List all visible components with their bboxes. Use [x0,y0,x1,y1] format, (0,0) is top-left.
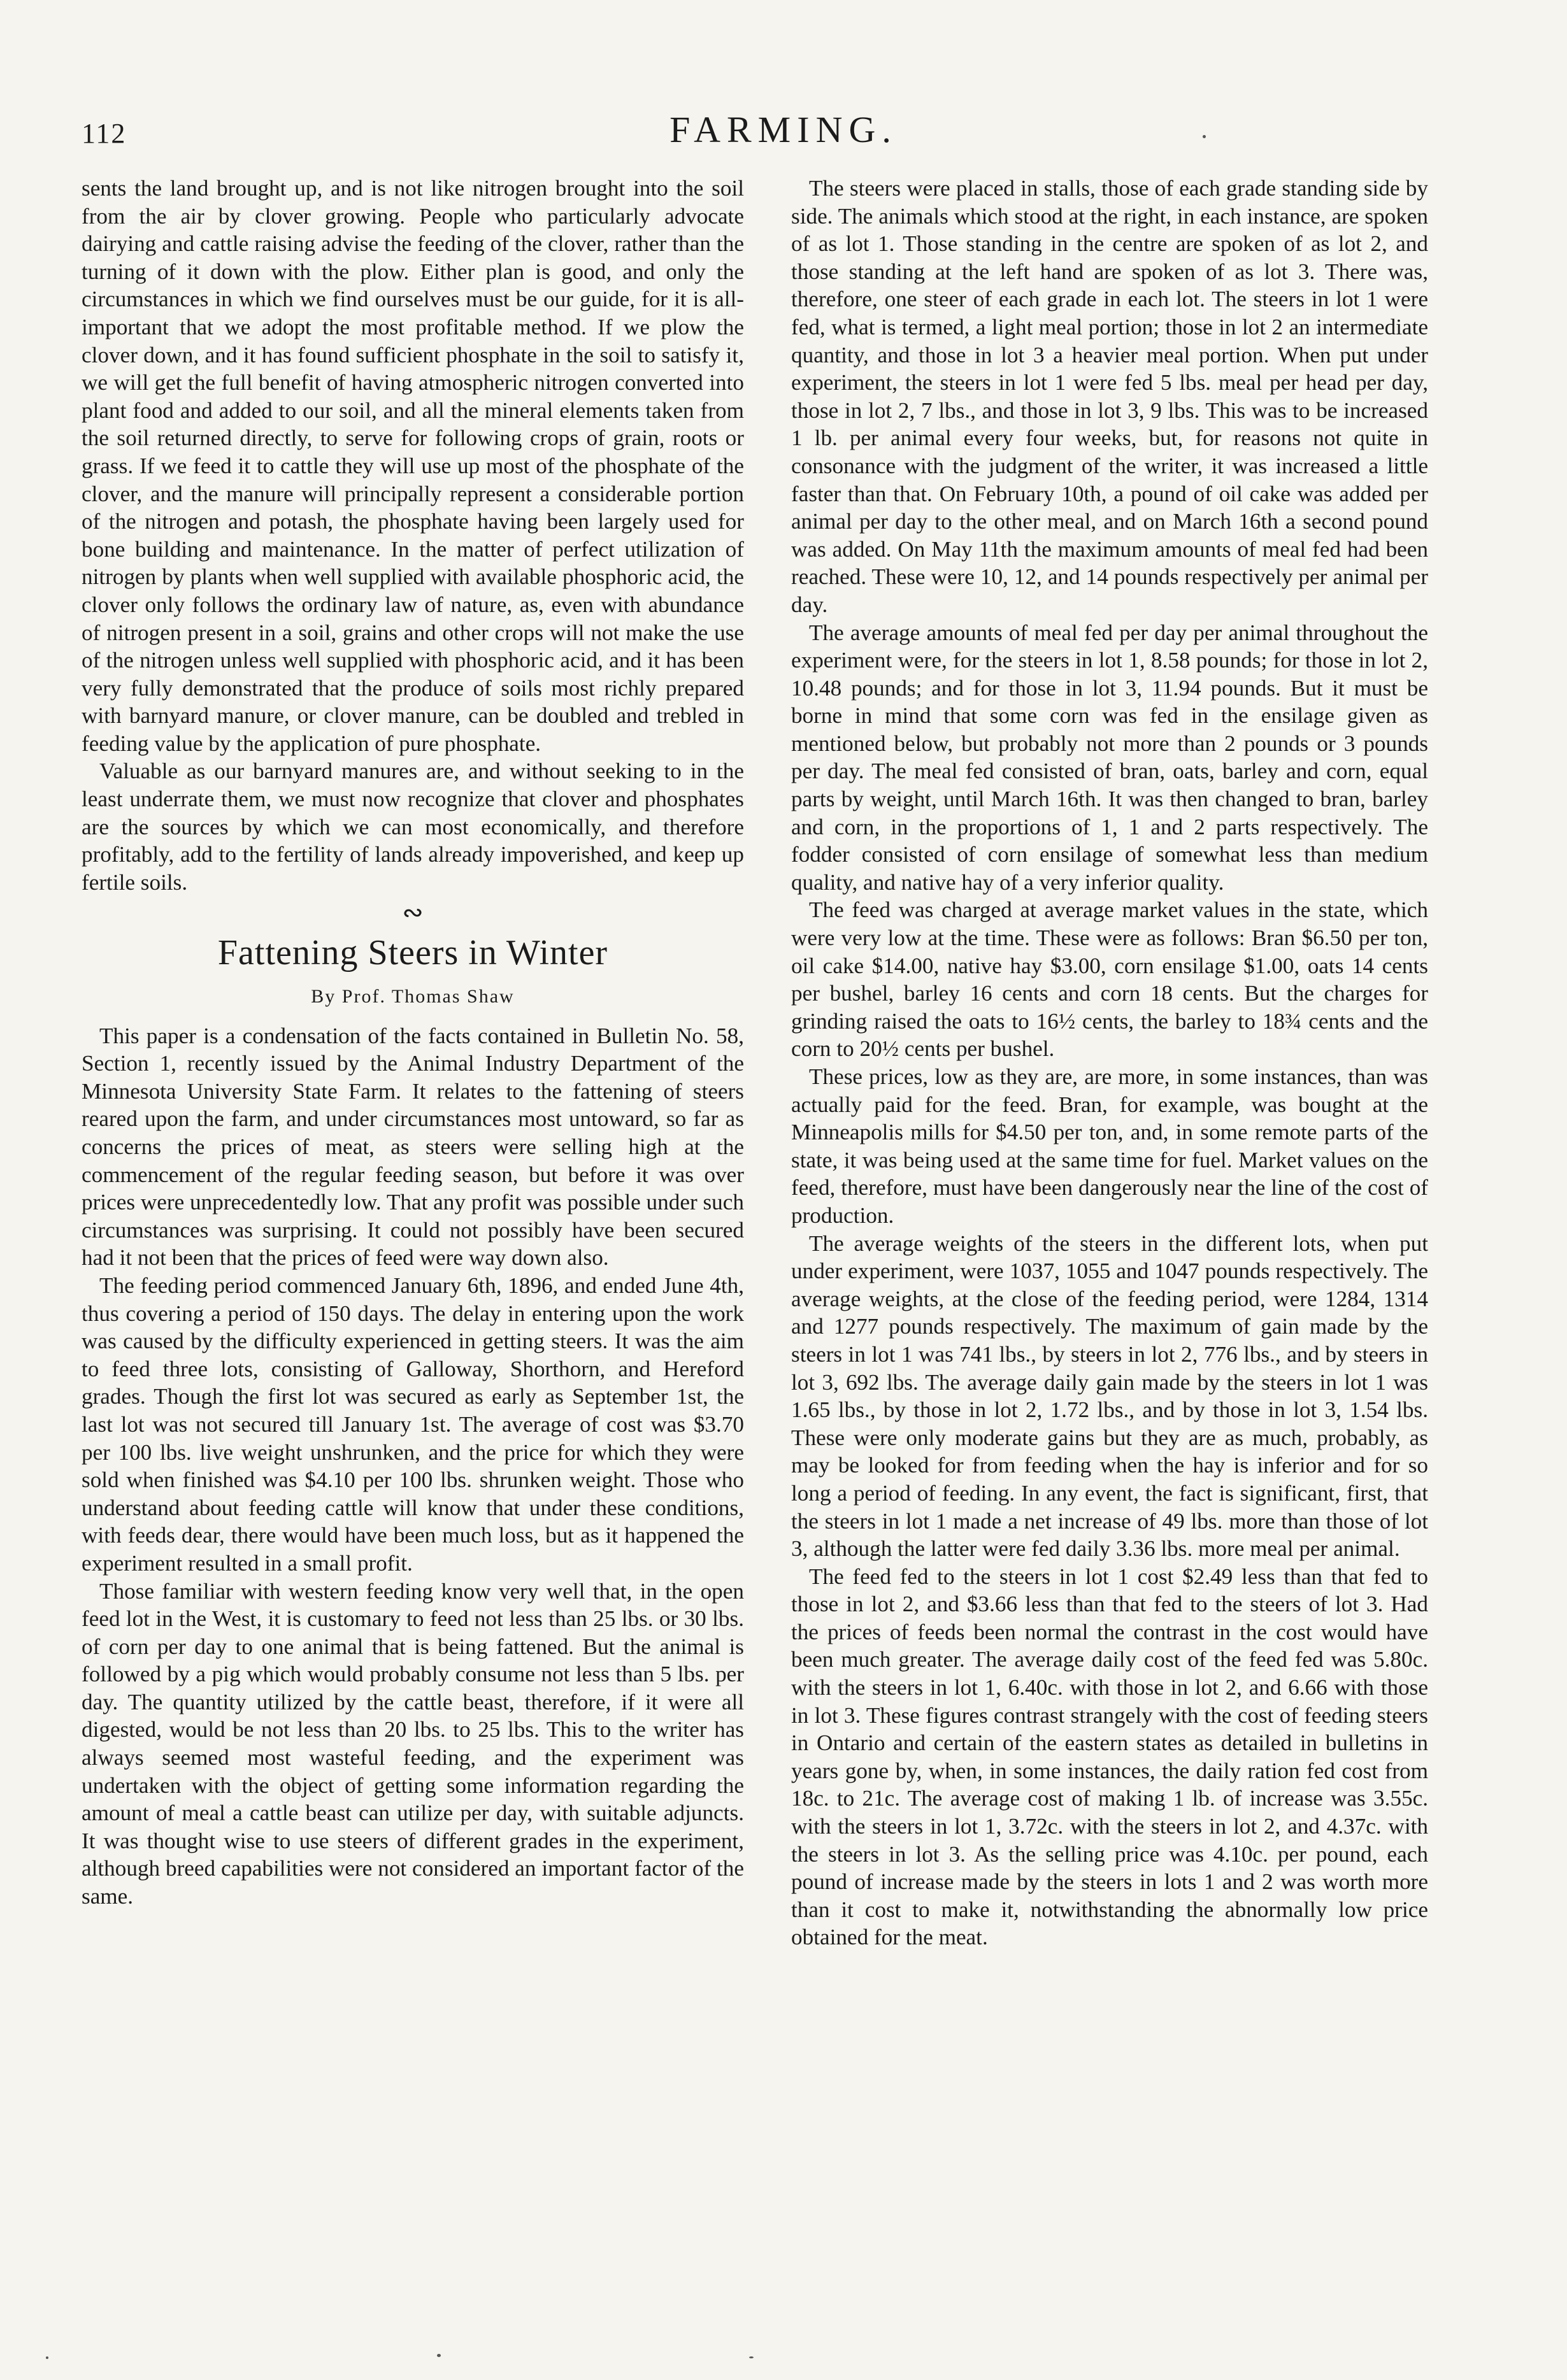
running-head: FARMING. [669,109,898,150]
ink-speck [1203,135,1206,138]
article-paragraph: These prices, low as they are, are more, in some instances, than was actually paid for the feed. Bran, for example, was bought at the Minneapolis mills for $4.50 per ton, and, in some remote parts of the state, it was being used at the same time for fuel. Market values on the feed, therefore, must have been dangerously near the line of the cost of production. [791,1064,1428,1228]
section-ornament: ∾ [402,898,424,927]
article-byline: By Prof. Thomas Shaw [311,986,515,1008]
page-number: 112 [82,118,127,149]
ink-speck [437,2354,441,2357]
left-column [82,175,744,1911]
ink-speck [749,2356,754,2358]
article-paragraph: This paper is a condensation of the facts contained in Bulletin No. 58, Section 1, recently issued by the Animal Industry Department of the Minnesota University State Farm. It relates to the fattening of steers reared upon the farm, and under circumstances most untoward, so far as concerns the prices of meat, as steers were selling high at the commencement of the regular feeding season, but before it was over prices were unprecedentedly low. That any profit was possible under such circumstances was surprising. It could not possibly have been secured had it not been that the prices of feed were way down also. [82,1023,744,1271]
article-paragraph: The feeding period commenced January 6th, 1896, and ended June 4th, thus covering a period of 150 days. The delay in entering upon the work was caused by the difficulty experienced in getting steers. It was the aim to feed three lots, consisting of Galloway, Shorthorn, and Hereford grades. Though the first lot was secured as early as September 1st, the last lot was not secured till January 1st. The average of cost was $3.70 per 100 lbs. live weight unshrunken, and the price for which they were sold when finished was $4.10 per 100 lbs. shrunken weight. Those who understand about feeding cattle will know that under these conditions, with feeds dear, there would have been much loss, but as it happened the experiment resulted in a small profit. [82,1272,744,1576]
article-paragraph: The average amounts of meal fed per day per animal throughout the experiment were, for the steers in lot 1, 8.58 pounds; for those in lot 2, 10.48 pounds; and for those in lot 3, 11.94 pounds. But it must be borne in mind that some corn was fed in the ensilage given as mentioned below, but probably not more than 2 pounds or 3 pounds per day. The meal fed consisted of bran, oats, barley and corn, equal parts by weight, until March 16th. It was then changed to bran, barley and corn, in the proportions of 1, 1 and 2 parts respectively. The fodder consisted of corn ensilage of somewhat less than medium quality, and native hay of a very inferior quality. [791,620,1428,895]
article-paragraph: The average weights of the steers in the different lots, when put under experiment, were 1037, 1055 and 1047 pounds respectively. The average weights, at the close of the feeding period, were 1284, 1314 and 1277 pounds respectively. The maximum of gain made by the steers in lot 1 was 741 lbs., by steers in lot 2, 776 lbs., and by steers in lot 3, 692 lbs. The average daily gain made by the steers in lot 1 was 1.65 lbs., by those in lot 2, 1.72 lbs., and by those in lot 3, 1.54 lbs. These were only moderate gains but they are as much, probably, as may be looked for from feeding when the hay is inferior and for so long a period of feeding. In any event, the fact is significant, first, that the steers in lot 1 made a net increase of 49 lbs. more than those of lot 3, although the latter were fed daily 3.36 lbs. more meal per animal. [791,1230,1428,1562]
article-paragraph: The steers were placed in stalls, those of each grade standing side by side. The animals which stood at the right, in each instance, are spoken of as lot 1. Those standing in the centre are spoken of as lot 2, and those standing at the left hand are spoken of as lot 3. There was, therefore, one steer of each grade in each lot. The steers in lot 1 were fed, what is termed, a light meal portion; those in lot 2 an intermediate quantity, and those in lot 3 a heavier meal portion. When put under experiment, the steers in lot 1 were fed 5 lbs. meal per head per day, those in lot 2, 7 lbs., and those in lot 3, 9 lbs. This was to be increased 1 lb. per animal every four weeks, but, for reasons not quite in consonance with the judgment of the writer, it was increased a little faster than that. On February 10th, a pound of oil cake was added per animal per day to the other meal, and on March 16th a second pound was added. On May 11th the maximum amounts of meal fed had been reached. These were 10, 12, and 14 pounds respectively per animal per day. [791,176,1428,617]
article-paragraph: The feed fed to the steers in lot 1 cost $2.49 less than that fed to those in lot 2, and $3.66 less than that fed to the steers of lot 3. Had the prices of feeds been normal the contrast in the cost would have been much greater. The average daily cost of the feed fed was 5.80c. with the steers in lot 1, 6.40c. with those in lot 2, and 6.66 with those in lot 3. These figures contrast strangely with the cost of feeding steers in Ontario and certain of the eastern states as detailed in bulletins in years gone by, when, in some instances, the daily ration fed cost from 18c. to 21c. The average cost of making 1 lb. of increase was 3.55c. with the steers in lot 1, 3.72c. with the steers in lot 2, and 4.37c. with the steers in lot 3. As the selling price was 4.10c. per pound, each pound of increase made by the steers in lots 1 and 2 was worth more than it cost to make it, notwithstanding the abnormally low price obtained for the meat. [791,1564,1428,1950]
ink-speck [46,2356,48,2359]
continued-paragraph: Valuable as our barnyard manures are, and without seeking to in the least underrate them, we must now recognize that clover and phosphates are the sources by which we can most economically, and therefore profitably, add to the fertility of lands already impoverished, and keep up fertile soils. [82,759,744,895]
article-paragraph: Those familiar with western feeding know very well that, in the open feed lot in the West, it is customary to feed not less than 25 lbs. or 30 lbs. of corn per day to one animal that is being fattened. But the animal is followed by a pig which would probably consume not less than 5 lbs. per day. The quantity utilized by the cattle beast, therefore, if it were all digested, would be not less than 20 lbs. to 25 lbs. This to the writer has always seemed most wasteful feeding, and the experiment was undertaken with the object of getting some information regarding the amount of meal a cattle beast can utilize per day, with suitable adjuncts. It was thought wise to use steers of different grades in the experiment, although breed capabilities were not considered an important factor of the same. [82,1578,744,1909]
right-column [791,175,1428,1951]
article-title: Fattening Steers in Winter [217,933,608,973]
article-paragraph: The feed was charged at average market values in the state, which were very low at the time. These were as follows: Bran $6.50 per ton, oil cake $14.00, native hay $3.00, corn ensilage $1.00, oats 14 cents per bushel, barley 16 cents and corn 18 cents. But the charges for grinding raised the oats to 16½ cents, the barley to 18¾ cents and the corn to 20½ cents per bushel. [791,897,1428,1062]
continued-paragraph: sents the land brought up, and is not like nitrogen brought into the soil from the air by clover growing. People who particularly advocate dairying and cattle raising advise the feeding of the clover, rather than the turning of it down with the plow. Either plan is good, and only the circumstances in which we find ourselves must be our guide, for it is all-important that we adopt the most profitable method. If we plow the clover down, and it has found sufficient phosphate in the soil to satisfy it, we will get the full benefit of having atmospheric nitrogen converted into plant food and added to our soil, and all the mineral elements taken from the soil returned directly, to serve for following crops of grain, roots or grass. If we feed it to cattle they will use up most of the phosphate of the clover, and the manure will principally represent a considerable portion of the nitrogen and potash, the phosphate having been largely used for bone building and maintenance. In the matter of perfect utilization of nitrogen by plants when well supplied with available phosphoric acid, the clover only follows the ordinary law of nature, as, even with abundance of nitrogen present in a soil, grains and other crops will not make the use of the nitrogen unless well supplied with phosphoric acid, and it has been very fully demonstrated that the produce of soils most richly prepared with barnyard manure, or clover manure, can be doubled and trebled in feeding value by the application of pure phosphate. [82,176,744,756]
